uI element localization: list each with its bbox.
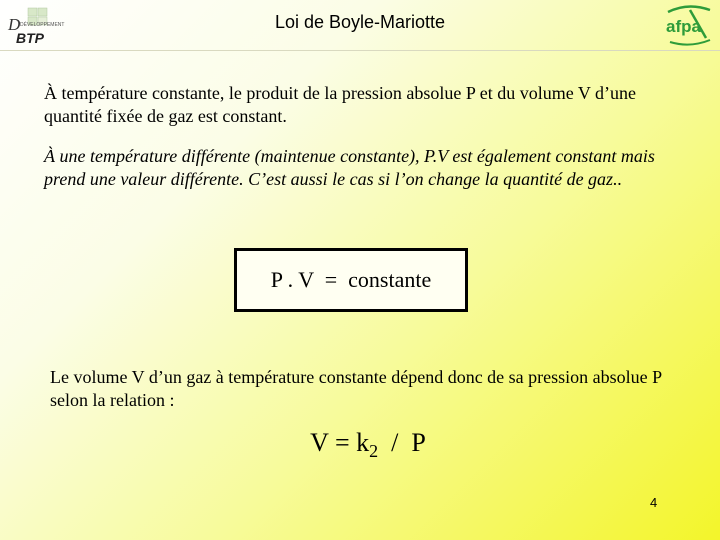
formula-box — [234, 248, 468, 312]
law-statement: À température constante, le produit de la pression absolue P et du volume V d’une quantité fixée de gaz est constant. — [44, 83, 637, 126]
svg-text:BTP: BTP — [16, 30, 44, 46]
svg-text:DÉVELOPPEMENT: DÉVELOPPEMENT — [20, 22, 65, 28]
page-number: 4 — [650, 495, 658, 510]
svg-text:D: D — [8, 15, 21, 34]
svg-text:afpa: afpa — [666, 17, 701, 36]
formula2-left: V = k — [310, 428, 370, 457]
page-title: Loi de Boyle-Mariotte — [274, 12, 446, 32]
afpa-logo-graphic — [660, 4, 716, 48]
formula-text: P . V = constante — [270, 267, 432, 292]
header-divider — [0, 50, 720, 51]
volume-relation-text: Le volume V d’un gaz à température constante dépend donc de sa pression absolue P selon la relation : — [50, 367, 662, 410]
afpa-logo — [660, 4, 716, 48]
formula2-right: / P — [378, 428, 426, 457]
volume-formula — [0, 428, 720, 462]
formula2-subscript: 2 — [369, 441, 379, 462]
law-note-italic: À une température différente (maintenue constante), P.V est également constant mais prend une valeur différente. C’est aussi le cas si l’on change la quantité de gaz.. — [44, 146, 655, 189]
